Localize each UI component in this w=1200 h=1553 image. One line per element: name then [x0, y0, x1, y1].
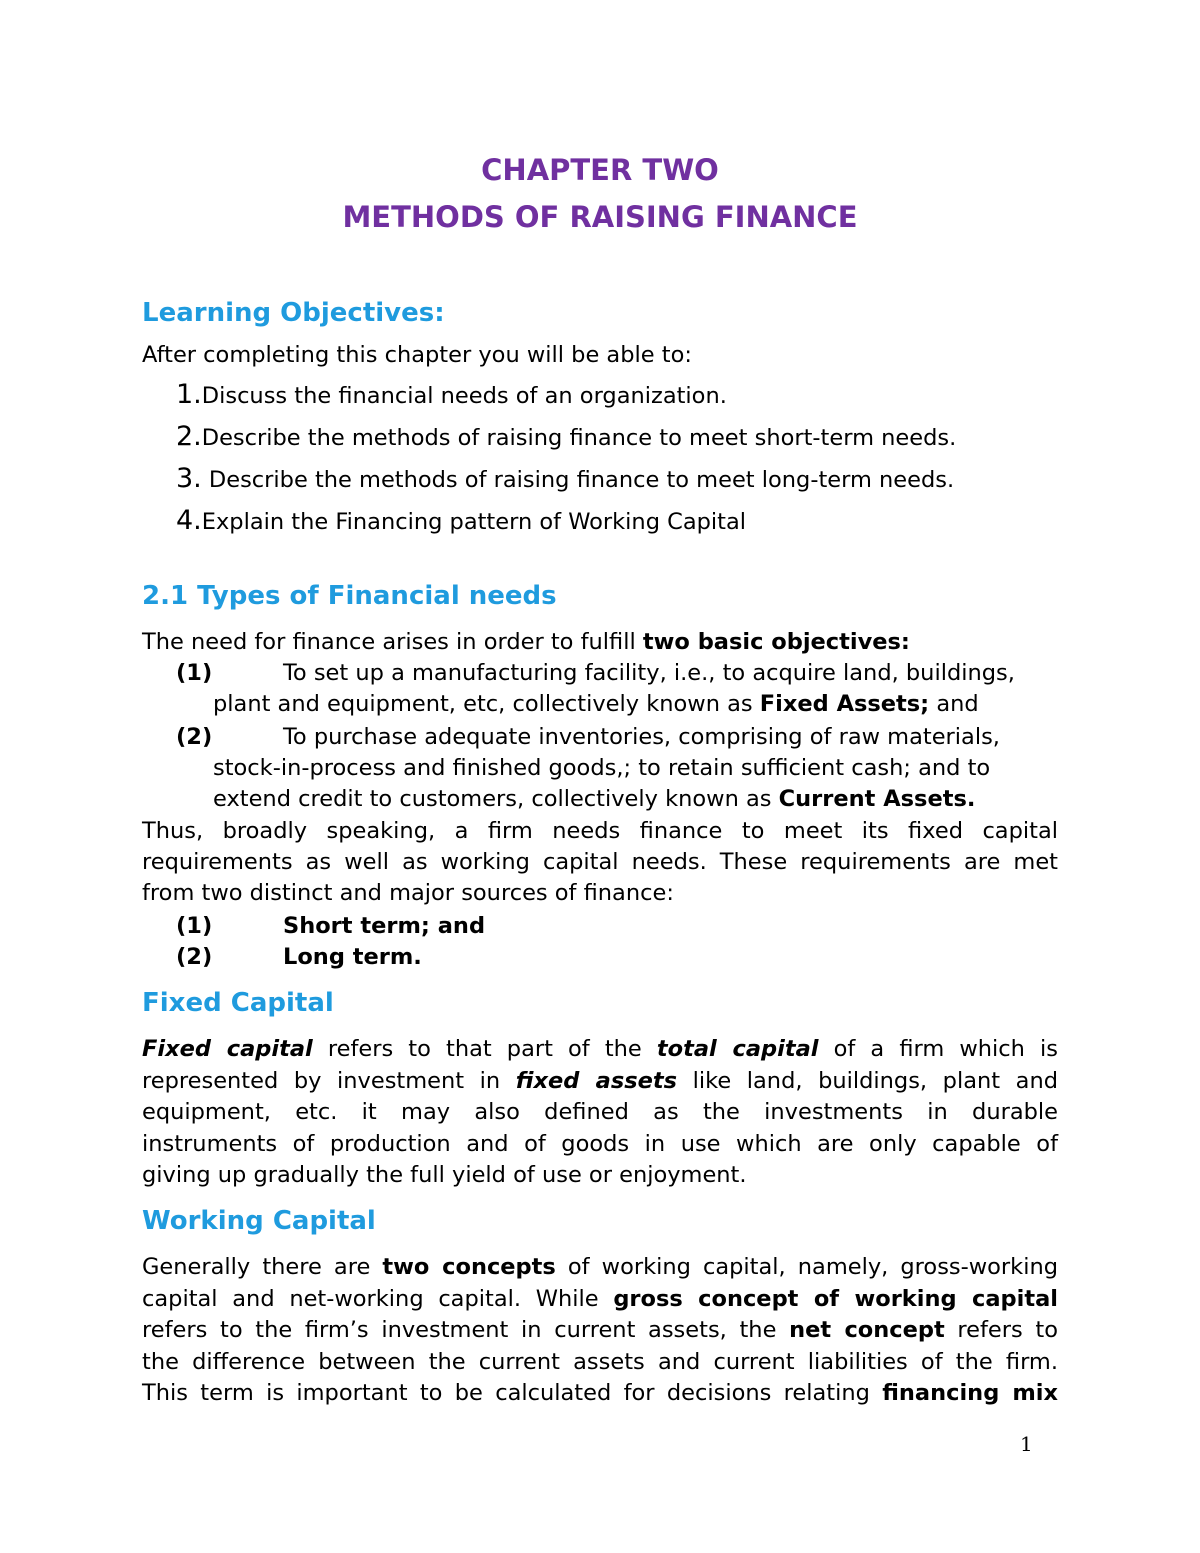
line-emphasis: Current Assets. — [778, 786, 976, 812]
line-emphasis: net concept — [789, 1317, 945, 1343]
source-label: Short term; and — [283, 913, 486, 939]
objective-text: Describe the methods of raising finance to meet short-term needs. — [201, 425, 957, 451]
paragraph-line — [142, 1288, 1058, 1311]
types-intro — [142, 631, 910, 654]
need-item-number — [176, 726, 212, 749]
line-text: Generally there are — [142, 1254, 383, 1280]
section-heading-types: 2.1 Types of Financial needs — [142, 581, 557, 611]
line-text: extend credit to customers, collectively known as — [213, 786, 779, 812]
line-text: capital and net-working capital. While — [142, 1286, 614, 1312]
page-number: 1 — [1020, 1432, 1033, 1456]
item-number: (1) — [176, 660, 213, 686]
chapter-subtitle: METHODS OF RAISING FINANCE — [342, 200, 858, 234]
line-text: This term is important to be calculated for decisions relating — [142, 1380, 883, 1406]
intro-text: The need for finance arises in order to fulfill — [142, 629, 643, 655]
source-number — [176, 946, 212, 969]
paragraph-line: requirements as well as working capital needs. These requirements are met — [142, 849, 1058, 875]
intro-emphasis: two basic objectives: — [642, 629, 910, 655]
source-text — [283, 915, 485, 938]
need-item-number — [176, 662, 212, 685]
item-number: (1) — [176, 913, 213, 939]
line-text: and — [929, 691, 979, 717]
source-label: Long term. — [283, 944, 422, 970]
objective-item — [176, 465, 954, 492]
line-emphasis: gross concept of working capital — [613, 1286, 1058, 1312]
objective-item — [176, 507, 746, 534]
need-item-line: To set up a manufacturing facility, i.e., to acquire land, buildings, — [283, 660, 1015, 686]
item-number: (2) — [176, 724, 213, 750]
line-text: refers to that part of the — [312, 1036, 657, 1062]
line-text: refers to the firm’s investment in current assets, the — [142, 1317, 790, 1343]
term-emphasis: Fixed capital — [142, 1036, 313, 1062]
line-emphasis: two concepts — [382, 1254, 556, 1280]
source-number — [176, 915, 212, 938]
paragraph-line: the difference between the current assets and current liabilities of the firm. — [142, 1349, 1058, 1375]
objective-text: Explain the Financing pattern of Working Capital — [201, 509, 747, 535]
paragraph-line: from two distinct and major sources of finance: — [142, 880, 674, 906]
paragraph-line — [142, 1038, 1058, 1061]
objectives-intro: After completing this chapter you will be able to: — [142, 342, 692, 368]
term-emphasis: total capital — [656, 1036, 819, 1062]
learning-objectives-heading: Learning Objectives: — [142, 298, 445, 328]
objective-item — [176, 423, 956, 450]
objective-text: Describe the methods of raising finance to meet long-term needs. — [201, 467, 955, 493]
need-item-line — [213, 788, 975, 811]
working-capital-heading: Working Capital — [142, 1206, 376, 1236]
objective-item — [176, 381, 727, 408]
line-text: refers to — [944, 1317, 1058, 1343]
paragraph-line — [142, 1319, 1058, 1342]
objective-number: 3. — [176, 463, 202, 494]
line-emphasis: financing mix — [882, 1380, 1058, 1406]
line-text: represented by investment in — [142, 1068, 516, 1094]
paragraph-line — [142, 1070, 1058, 1093]
paragraph-line — [142, 1256, 1058, 1279]
paragraph-line: instruments of production and of goods in use which are only capable of — [142, 1131, 1058, 1157]
objective-number: 2. — [176, 421, 202, 452]
source-text — [283, 946, 422, 969]
line-emphasis: Fixed Assets; — [759, 691, 930, 717]
need-item-line: stock-in-process and finished goods,; to retain sufficient cash; and to — [213, 755, 991, 781]
need-item-line — [213, 693, 979, 716]
objective-number: 4. — [176, 505, 202, 536]
chapter-title: CHAPTER TWO — [481, 153, 719, 187]
objective-number: 1. — [176, 379, 202, 410]
paragraph-line: equipment, etc. it may also defined as the investments in durable — [142, 1099, 1058, 1125]
objective-text: Discuss the financial needs of an organization. — [201, 383, 727, 409]
line-text: of a firm which is — [818, 1036, 1059, 1062]
paragraph-line: Thus, broadly speaking, a firm needs finance to meet its fixed capital — [142, 818, 1058, 844]
fixed-capital-heading: Fixed Capital — [142, 988, 334, 1018]
paragraph-line — [142, 1382, 1058, 1405]
line-text: like land, buildings, plant and — [677, 1068, 1058, 1094]
paragraph-line: giving up gradually the full yield of use or enjoyment. — [142, 1162, 747, 1188]
need-item-line: To purchase adequate inventories, comprising of raw materials, — [283, 724, 1000, 750]
line-text: plant and equipment, etc, collectively known as — [213, 691, 760, 717]
term-emphasis: fixed assets — [515, 1068, 678, 1094]
item-number: (2) — [176, 944, 213, 970]
line-text: of working capital, namely, gross-working — [555, 1254, 1058, 1280]
